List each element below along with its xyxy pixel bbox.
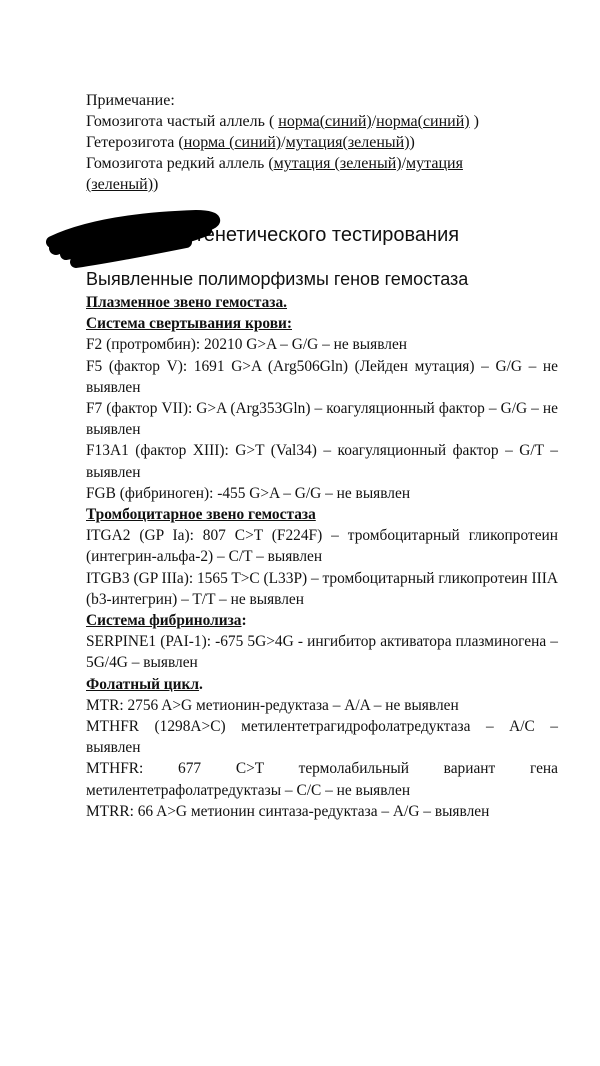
section-subheading: Выявленные полиморфизмы генов гемостаза bbox=[86, 269, 469, 289]
result-serpine1: SERPINE1 (PAI-1): -675 5G>4G - ингибитор активатора плазминогена – 5G/4G – выявлен bbox=[86, 633, 558, 672]
note-line-heterozygous: Гетерозигота (норма (синий)/мутация(зеленый)) bbox=[86, 134, 415, 151]
result-f7: F7 (фактор VII): G>A (Arg353Gln) – коагуляционный фактор – G/G – не выявлен bbox=[86, 400, 558, 439]
result-f2: F2 (протромбин): 20210 G>A – G/G – не выявлен bbox=[86, 336, 408, 354]
page-title: Результаты генетического тестирования bbox=[86, 224, 460, 246]
redaction-scribble bbox=[46, 208, 246, 268]
plasma-section-title: Плазменное звено гемостаза. bbox=[86, 294, 288, 311]
coagulation-section-title: Система свертывания крови: bbox=[86, 315, 292, 333]
result-f5: F5 (фактор V): 1691 G>A (Arg506Gln) (Лейден мутация) – G/G – не выявлен bbox=[86, 357, 559, 396]
results-body bbox=[86, 292, 558, 822]
result-mthfr-677: MTHFR: 677 C>T термолабильный вариант гена метилентетрафолатредуктазы – C/C – не выявлен bbox=[86, 760, 558, 799]
note-line-homozygous-common: Гомозигота частый аллель ( норма(синий)/норма(синий) ) bbox=[86, 113, 479, 130]
note-title: Примечание: bbox=[86, 92, 175, 109]
result-itgb3: ITGB3 (GP IIIa): 1565 T>C (L33P) – тромбоцитарный гликопротеин IIIA (b3-интегрин) – T/T – не выявлен bbox=[86, 569, 558, 608]
document-content bbox=[86, 90, 558, 822]
result-itga2: ITGA2 (GP Ia): 807 C>T (F224F) – тромбоцитарный гликопротеин (интегрин-альфа-2) – C/T – выявлен bbox=[86, 527, 558, 566]
folate-section-title: Фолатный цикл. bbox=[86, 675, 203, 693]
platelet-section-title: Тромбоцитарное звено гемостаза bbox=[86, 506, 316, 524]
result-mthfr-1298: MTHFR (1298A>C) метилентетрагидрофолатредуктаза – A/C – выявлен bbox=[86, 718, 558, 757]
result-mtr: MTR: 2756 A>G метионин-редуктаза – A/A – не выявлен bbox=[86, 696, 459, 714]
result-f13a1: F13A1 (фактор XIII): G>T (Val34) – коагуляционный фактор – G/T – выявлен bbox=[86, 442, 558, 481]
result-mtrr: MTRR: 66 A>G метионин синтаза-редуктаза – A/G – выявлен bbox=[86, 802, 490, 820]
result-fgb: FGB (фибриноген): -455 G>A – G/G – не выявлен bbox=[86, 484, 411, 502]
legend-note bbox=[86, 90, 558, 195]
fibrinolysis-section-title: Система фибринолиза: bbox=[86, 612, 247, 630]
heading-row bbox=[86, 220, 558, 254]
note-line-homozygous-rare: Гомозигота редкий аллель (мутация (зеленый)/мутация (зеленый)) bbox=[86, 155, 463, 193]
